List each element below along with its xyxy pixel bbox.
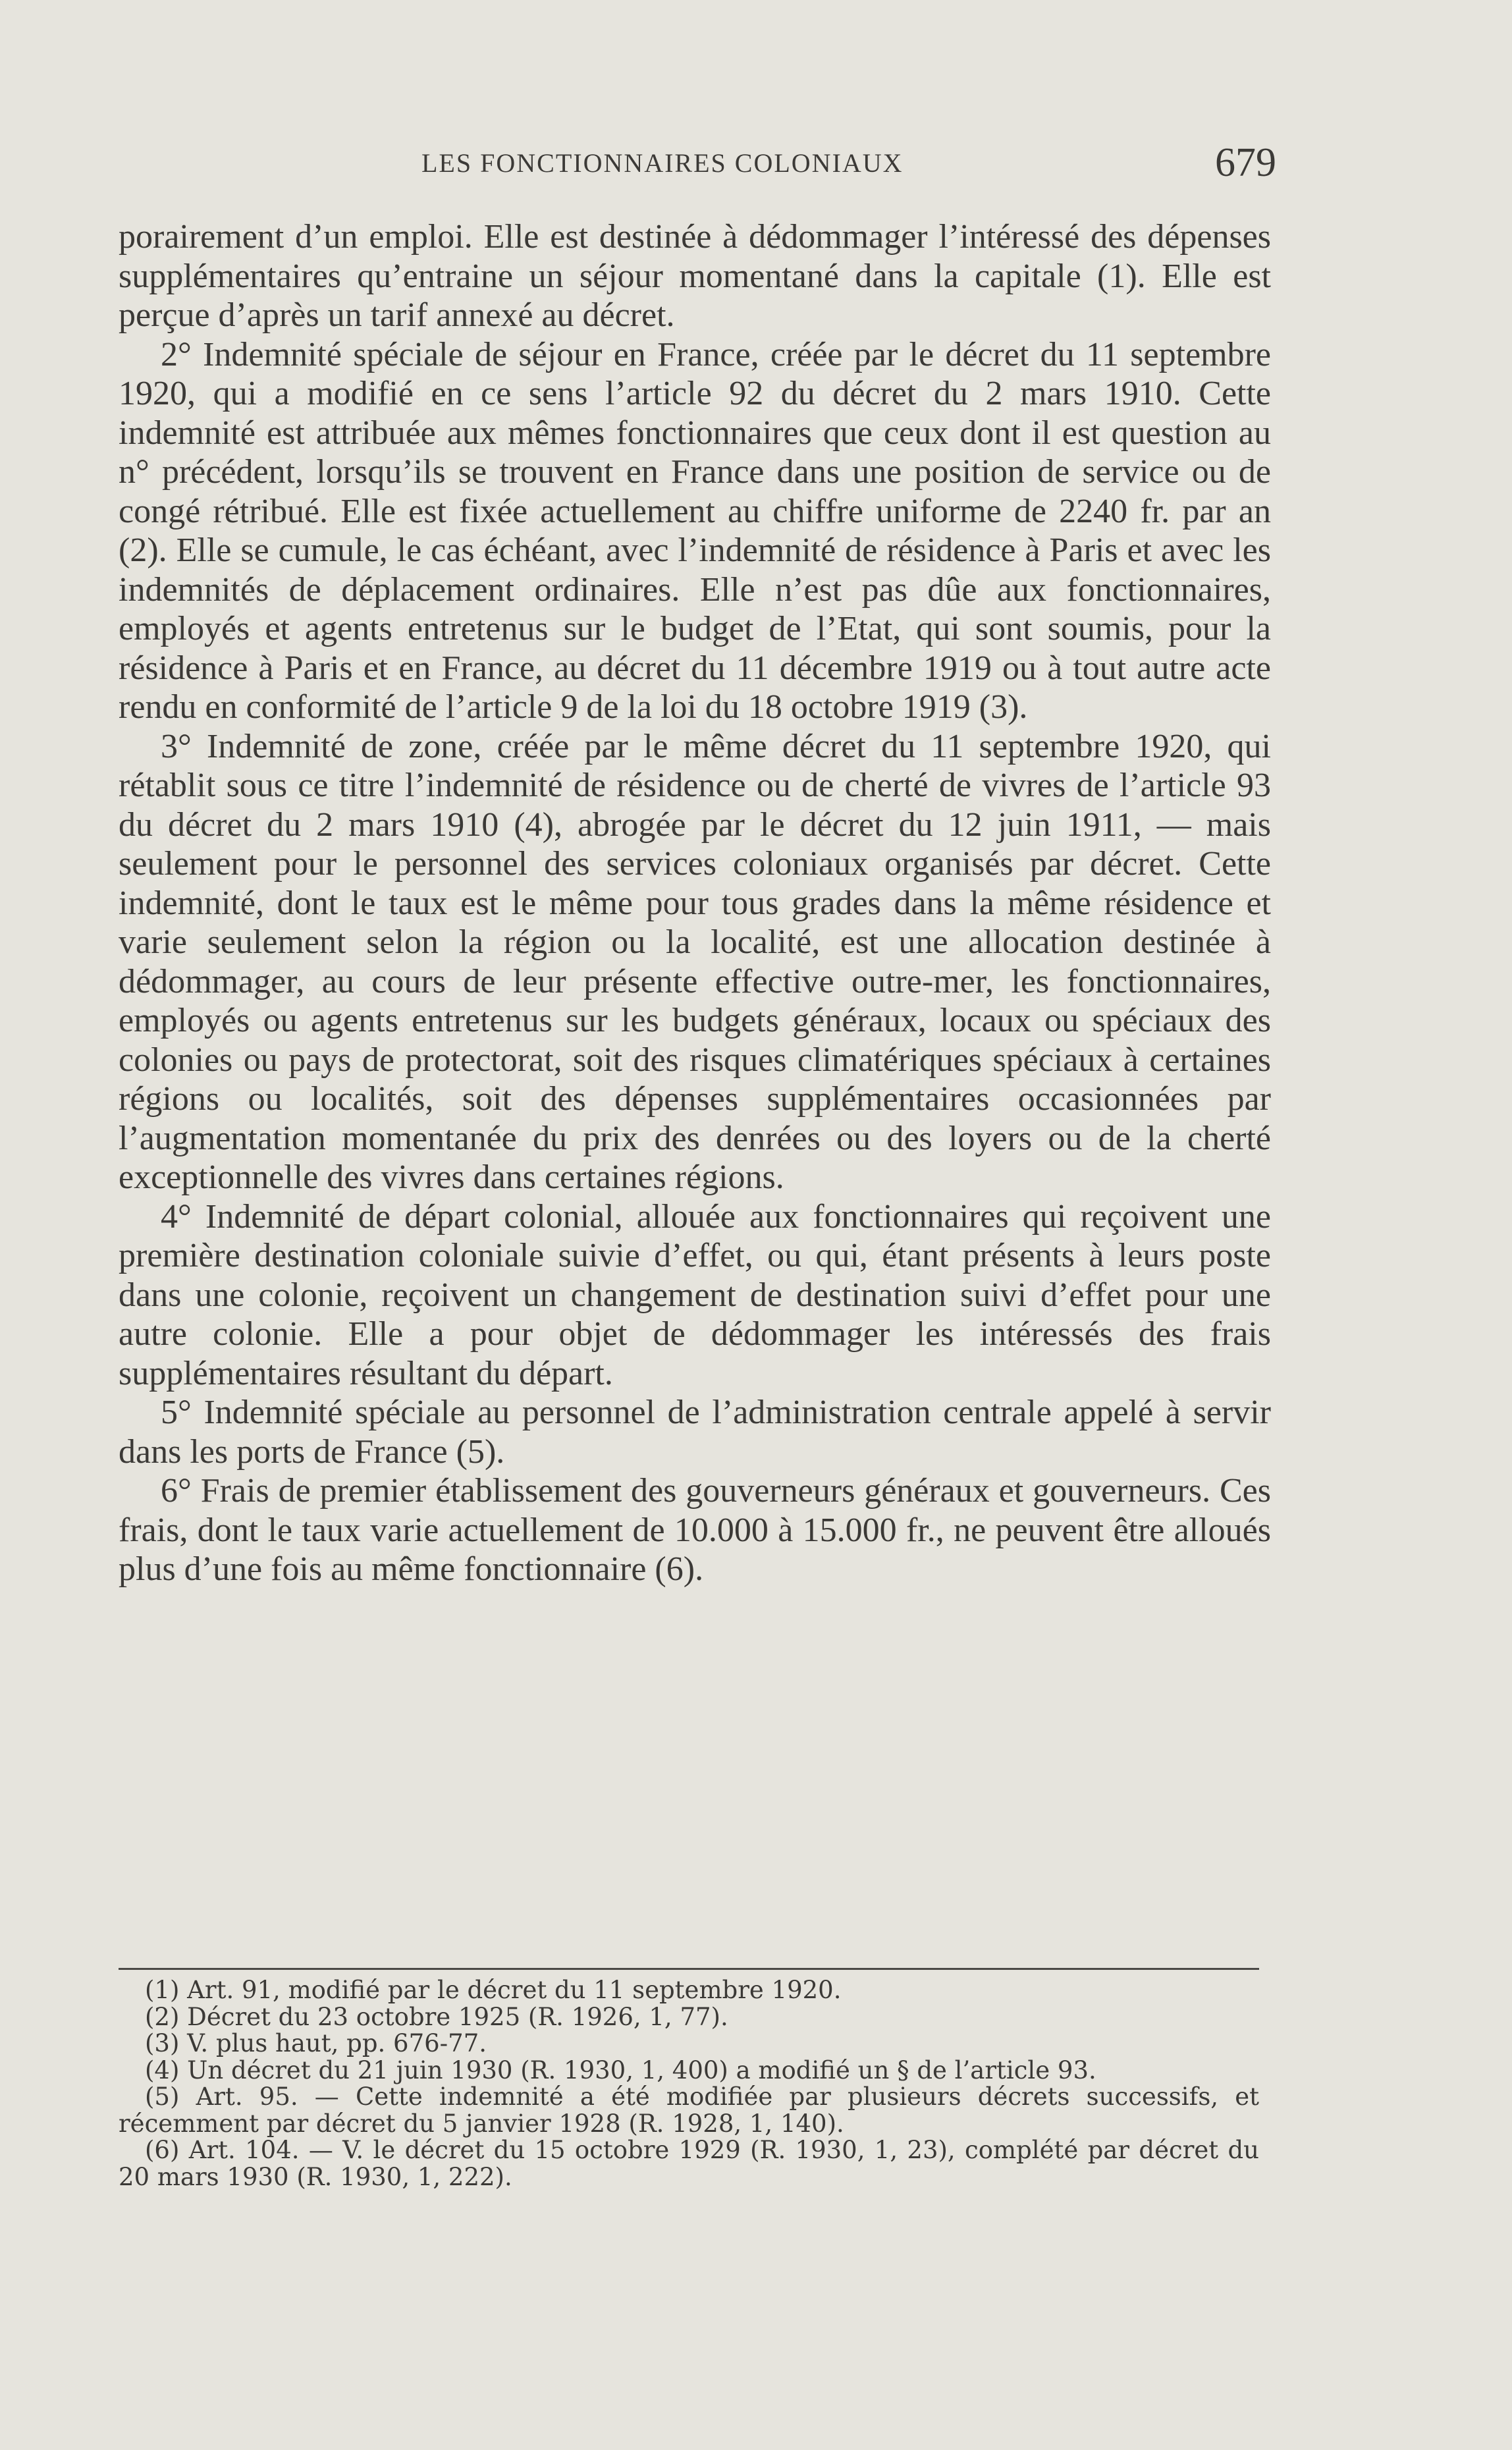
paragraph-item-6: 6° Frais de premier établissement des gouverneurs généraux et gouverneurs. Ces frais, dont le taux varie actuellement de 10.000 à 15.000 fr., ne peuvent être alloués plus d’une fois au même fonctionnaire (6). <box>119 1472 1271 1588</box>
footnote-1: (1) Art. 91, modifié par le décret du 11 septembre 1920. <box>145 1976 842 2004</box>
paragraph-item-4: 4° Indemnité de départ colonial, allouée aux fonctionnaires qui reçoivent une première destination coloniale suivie d’effet, ou qui, étant présents à leurs poste dans une colonie, reçoivent un changement de destination suivi d’effet pour une autre colonie. Elle a pour objet de dédommager les intéressés des frais supplémentaires résultant du départ. <box>119 1197 1271 1392</box>
footnotes <box>119 1977 1259 2191</box>
paragraph-continuation: porairement d’un emploi. Elle est destinée à dédommager l’intéressé des dépenses supplémentaires qu’entraine un séjour momentané dans la capitale (1). Elle est perçue d’après un tarif annexé au décret. <box>119 218 1271 334</box>
paragraph-item-5: 5° Indemnité spéciale au personnel de l’administration centrale appelé à servir dans les ports de France (5). <box>119 1394 1271 1471</box>
page-number: 679 <box>1215 140 1276 185</box>
running-head <box>119 140 1276 190</box>
footnote-3: (3) V. plus haut, pp. 676-77. <box>145 2029 487 2057</box>
footnote-2: (2) Décret du 23 octobre 1925 (R. 1926, 1, 77). <box>145 2002 728 2031</box>
footnote-6: (6) Art. 104. — V. le décret du 15 octobre 1929 (R. 1930, 1, 23), complété par décret du 20 mars 1930 (R. 1930, 1, 222). <box>119 2136 1259 2191</box>
running-title: LES FONCTIONNAIRES COLONIAUX <box>421 148 904 178</box>
paragraph-item-3: 3° Indemnité de zone, créée par le même décret du 11 septembre 1920, qui rétablit sous ce titre l’indemnité de résidence ou de cherté de vivres de l’article 93 du décret du 2 mars 1910 (4), abrogée par le décret du 12 juin 1911, — mais seulement pour le personnel des services coloniaux organisés par décret. Cette indemnité, dont le taux est le même pour tous grades dans la même résidence et varie seulement selon la région ou la localité, est une allocation destinée à dédommager, au cours de leur présente effective outre-mer, les fonctionnaires, employés ou agents entretenus sur les budgets généraux, locaux ou spéciaux des colonies ou pays de protectorat, soit des risques climatériques spéciaux à certaines régions ou localités, soit des dépenses supplémentaires occasionnées par l’augmentation momentanée du prix des denrées ou des loyers ou de la cherté exceptionnelle des vivres dans certaines régions. <box>119 727 1271 1196</box>
paragraph-item-2: 2° Indemnité spéciale de séjour en France, créée par le décret du 11 septembre 1920, qui a modifié en ce sens l’article 92 du décret du 2 mars 1910. Cette indemnité est attribuée aux mêmes fonctionnaires que ceux dont il est question au n° précédent, lorsqu’ils se trouvent en France dans une position de service ou de congé rétribué. Elle est fixée actuellement au chiffre uniforme de 2240 fr. par an (2). Elle se cumule, le cas échéant, avec l’indemnité de résidence à Paris et avec les indemnités de déplacement ordinaires. Elle n’est pas dûe aux fonctionnaires, employés et agents entretenus sur le budget de l’Etat, qui sont soumis, pour la résidence à Paris et en France, au décret du 11 décembre 1919 ou à tout autre acte rendu en conformité de l’article 9 de la loi du 18 octobre 1919 (3). <box>119 335 1271 726</box>
footnote-5: (5) Art. 95. — Cette indemnité a été modifiée par plusieurs décrets successifs, et récemment par décret du 5 janvier 1928 (R. 1928, 1, 140). <box>119 2082 1259 2138</box>
footnote-4: (4) Un décret du 21 juin 1930 (R. 1930, 1, 400) a modifié un § de l’article 93. <box>145 2055 1096 2084</box>
footnote-rule <box>119 1968 1259 1970</box>
body-text <box>119 217 1271 1589</box>
